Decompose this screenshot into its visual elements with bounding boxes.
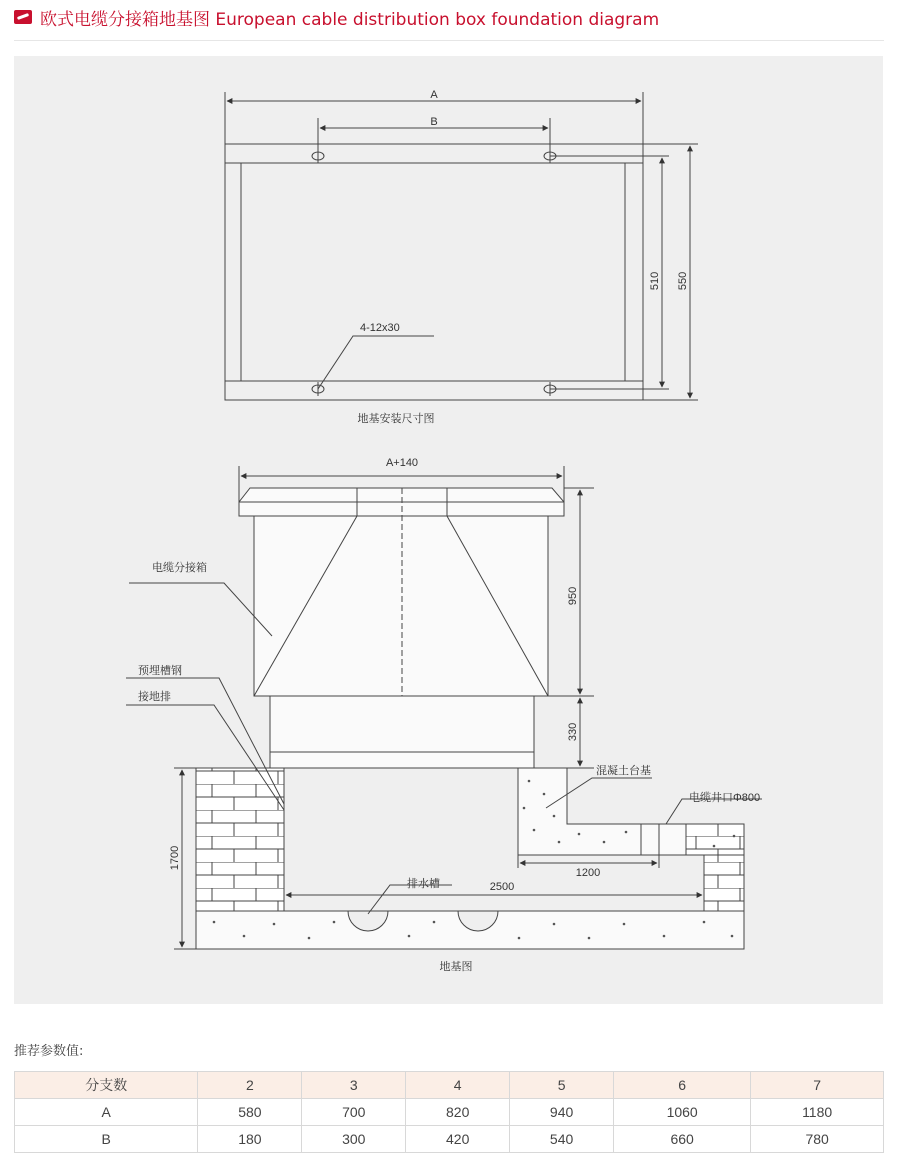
- cabinet-body: [254, 516, 548, 696]
- table-cell: 940: [510, 1099, 614, 1126]
- table-cell: 4: [406, 1072, 510, 1099]
- table-cell: 分支数: [15, 1072, 198, 1099]
- dim-b-label: B: [430, 116, 438, 128]
- label-channel-steel: 预埋槽钢: [138, 665, 182, 677]
- right-brick-wall: [704, 855, 744, 911]
- hole-spec-label: 4-12x30: [360, 322, 400, 334]
- table-cell: 660: [614, 1126, 751, 1153]
- params-table: [14, 1071, 884, 1153]
- table-header-row: [15, 1072, 884, 1099]
- table-cell: 1060: [614, 1099, 751, 1126]
- table-cell: 780: [751, 1126, 884, 1153]
- table-cell: 180: [198, 1126, 302, 1153]
- label-concrete-base: 混凝土台基: [596, 765, 651, 777]
- top-view: [225, 92, 698, 400]
- table-cell: 5: [510, 1072, 614, 1099]
- header-divider: [14, 40, 884, 41]
- dim-a-label: A: [430, 89, 438, 101]
- section-view-caption: 地基图: [439, 961, 473, 973]
- table-cell: B: [15, 1126, 198, 1153]
- table-cell: 300: [302, 1126, 406, 1153]
- table-cell: 1180: [751, 1099, 884, 1126]
- diagram-svg: [14, 56, 883, 1004]
- table-cell: 700: [302, 1099, 406, 1126]
- table-row: [15, 1126, 884, 1153]
- table-cell: 7: [751, 1072, 884, 1099]
- label-ground-bar: 接地排: [138, 691, 171, 703]
- table-cell: 540: [510, 1126, 614, 1153]
- params-heading: 推荐参数值:: [14, 1044, 84, 1059]
- dim-510-label: 510: [649, 271, 661, 291]
- base-frame-outer: [225, 144, 643, 400]
- table-cell: 6: [614, 1072, 751, 1099]
- table-cell: 3: [302, 1072, 406, 1099]
- dim-a140-label: A+140: [385, 457, 419, 469]
- cabinet-plinth: [270, 696, 534, 768]
- dim-950-label: 950: [567, 586, 579, 606]
- label-cable-box: 电缆分接箱: [152, 562, 207, 574]
- table-cell: A: [15, 1099, 198, 1126]
- page-header: [14, 6, 659, 28]
- table-row: [15, 1099, 884, 1126]
- table-cell: 580: [198, 1099, 302, 1126]
- dim-1200-label: 1200: [575, 867, 601, 879]
- foundation-diagram: [14, 56, 883, 1004]
- top-view-caption: 地基安装尺寸图: [357, 413, 435, 425]
- dim-550-label: 550: [677, 271, 689, 291]
- dim-330-label: 330: [567, 722, 579, 742]
- brand-logo-icon: [14, 10, 32, 24]
- section-view: [126, 466, 762, 949]
- table-cell: 420: [406, 1126, 510, 1153]
- dim-1700-label: 1700: [169, 845, 181, 871]
- dim-2500-label: 2500: [489, 881, 515, 893]
- label-cable-well: 电缆井口Φ800: [689, 792, 761, 804]
- leader-box: [129, 583, 272, 636]
- label-drain: 排水槽: [407, 878, 440, 890]
- table-cell: 2: [198, 1072, 302, 1099]
- table-cell: 820: [406, 1099, 510, 1126]
- page-title: 欧式电缆分接箱地基图 European cable distribution box foundation diagram: [40, 9, 660, 30]
